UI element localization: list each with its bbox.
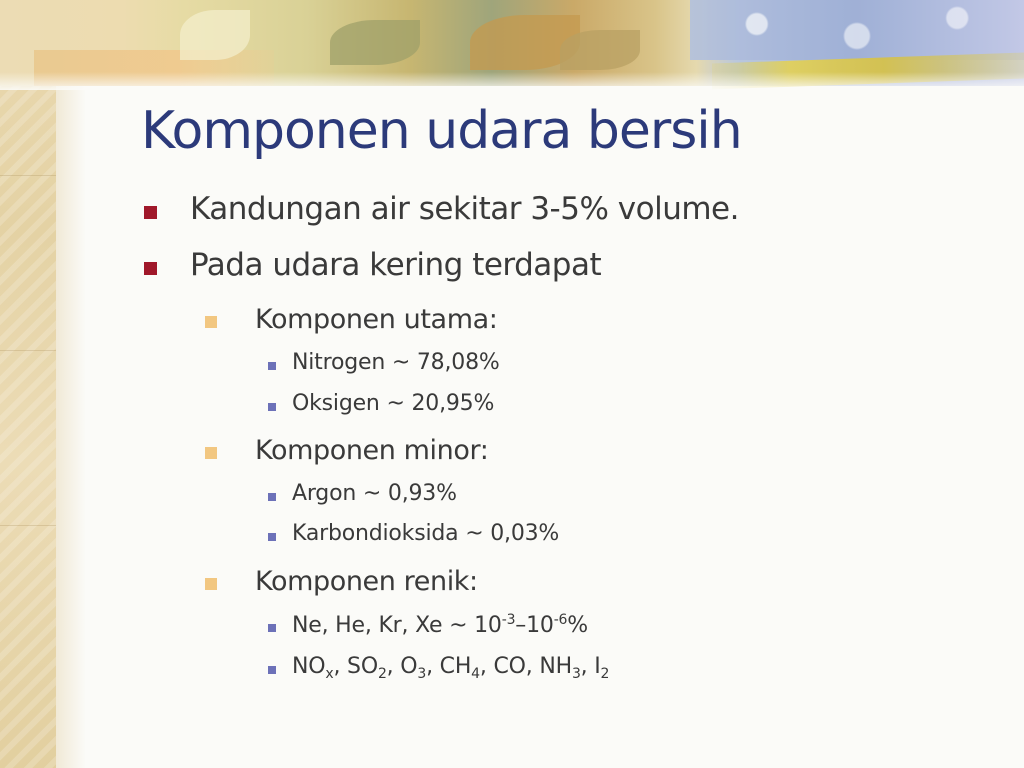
bullet-square-blue [268, 493, 276, 501]
bullet-dry-air: Pada udara kering terdapat [190, 247, 602, 283]
bullet-square-blue [268, 362, 276, 370]
item-argon: Argon ~ 0,93% [292, 481, 457, 506]
bullet-square-blue [268, 403, 276, 411]
item-carbon-dioxide: Karbondioksida ~ 0,03% [292, 521, 560, 546]
sub-heading-minor-components: Komponen minor: [255, 435, 489, 466]
item-noble-gases: Ne, He, Kr, Xe ~ $10^{-3}-10^{-6}\%$ [292, 612, 588, 638]
item-nitrogen: Nitrogen ~ 78,08% [292, 350, 500, 375]
bullet-square-blue [268, 533, 276, 541]
sub-heading-trace-components: Komponen renik: [255, 566, 478, 597]
item-oxygen: Oksigen ~ 20,95% [292, 391, 495, 416]
bullet-square-gold [205, 578, 217, 590]
bullet-square-blue [268, 624, 276, 632]
item-trace-pollutants: $NO_x$, $SO_2$, $O_3$, $CH_4$, CO, $NH_3$, $I_2$ [292, 654, 610, 682]
bullet-square-red [144, 206, 157, 219]
bullet-square-gold [205, 316, 217, 328]
bullet-square-gold [205, 447, 217, 459]
bullet-water-content: Kandungan air sekitar 3-5% volume. [190, 191, 739, 227]
bullet-square-blue [268, 666, 276, 674]
sub-heading-main-components: Komponen utama: [255, 304, 498, 335]
slide-title: Komponen udara bersih [141, 101, 742, 161]
bullet-square-red [144, 262, 157, 275]
